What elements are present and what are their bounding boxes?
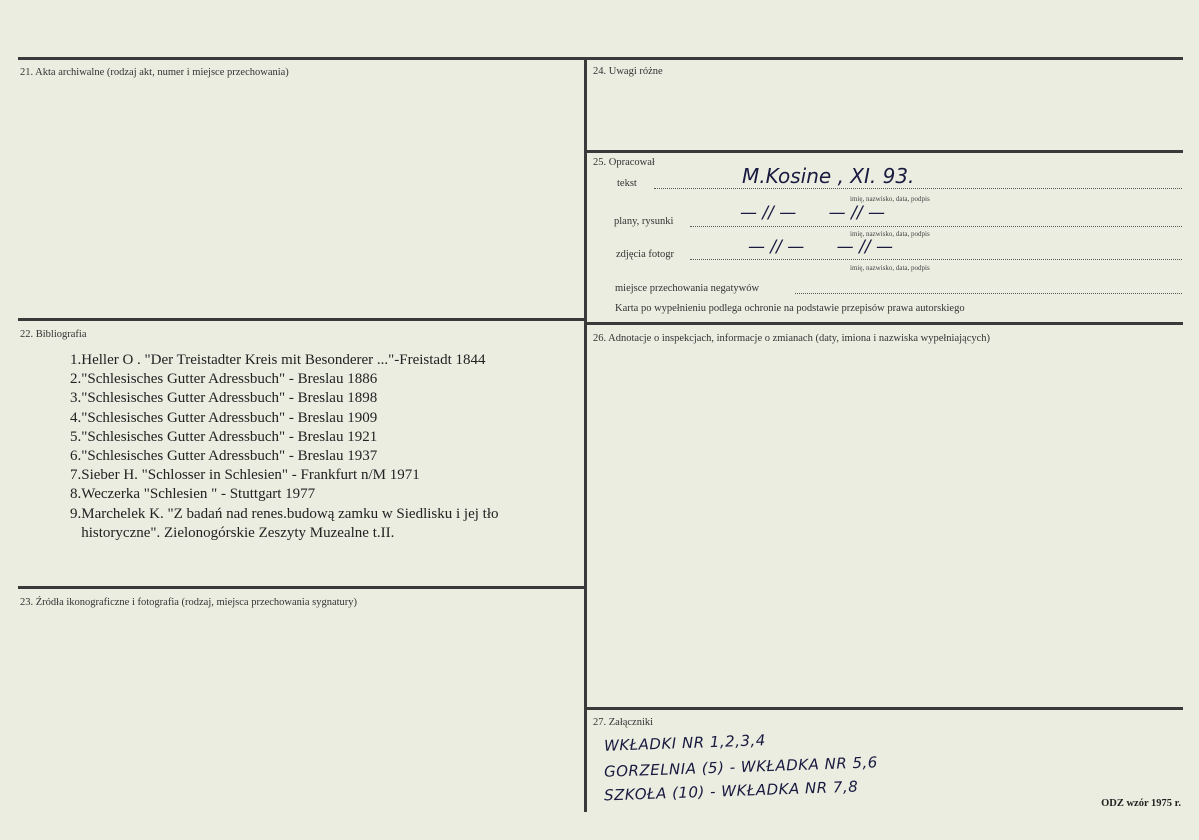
plany-handwritten: — // — — // — — [740, 203, 885, 223]
section-26-label: 26. Adnotacje o inspekcjach, informacje o zmianach (daty, imiona i nazwiska wypełniających) — [593, 333, 991, 344]
rule-24-25 — [587, 150, 1183, 153]
bibliography-item: 1.Heller O . "Der Treistadter Kreis mit Besonderer ..."-Freistadt 1844 — [70, 352, 486, 368]
plany-label: plany, rysunki — [614, 216, 674, 227]
center-divider — [584, 57, 587, 812]
section-25-label: 25. Opracował — [593, 157, 655, 168]
zdjecia-handwritten: — // — — // — — [748, 237, 893, 257]
attachment-line: WKŁADKI NR 1,2,3,4 — [603, 731, 767, 755]
zdjecia-line — [690, 259, 1182, 260]
section-21-label: 21. Akta archiwalne (rodzaj akt, numer i miejsce przechowania) — [20, 67, 289, 78]
bibliography-item: 7.Sieber H. "Schlosser in Schlesien" - Frankfurt n/M 1971 — [70, 467, 420, 484]
tekst-handwritten: M.Kosine , XI. 93. — [742, 164, 915, 188]
section-27-label: 27. Załączniki — [593, 717, 654, 728]
section-24-label: 24. Uwagi różne — [593, 66, 663, 77]
bibliography-item: 6."Schlesisches Gutter Adressbuch" - Breslau 1937 — [70, 448, 378, 465]
bibliography-item: historyczne". Zielonogórskie Zeszyty Muzealne t.II. — [70, 524, 395, 541]
zdjecia-label: zdjęcia fotogr — [616, 249, 675, 260]
bibliography-item: 9.Marchelek K. "Z badań nad renes.budową zamku w Siedlisku i jej tło — [70, 505, 499, 522]
rule-26-27 — [587, 707, 1183, 710]
section-22-label: 22. Bibliografia — [20, 329, 87, 340]
rule-21-22 — [18, 318, 584, 321]
zdjecia-caption: imię, nazwisko, data, podpis — [850, 264, 930, 272]
bibliography-item: 5."Schlesisches Gutter Adressbuch" - Breslau 1921 — [70, 428, 378, 445]
tekst-line — [654, 188, 1182, 189]
tekst-caption: imię, nazwisko, data, podpis — [850, 195, 930, 203]
miejsce-line — [795, 293, 1182, 294]
tekst-label: tekst — [617, 178, 637, 189]
attachment-line: SZKOŁA (10) - WKŁADKA NR 7,8 — [603, 777, 859, 805]
section-23-label: 23. Źródła ikonograficzne i fotografia (rodzaj, miejsca przechowania sygnatury) — [20, 597, 358, 608]
rule-22-23 — [18, 586, 584, 589]
plany-caption: imię, nazwisko, data, podpis — [850, 230, 930, 238]
form-footer: ODZ wzór 1975 r. — [1101, 798, 1181, 809]
bibliography-list — [70, 351, 499, 543]
bibliography-item: 8.Weczerka "Schlesien " - Stuttgart 1977 — [70, 486, 316, 503]
attachment-line: GORZELNIA (5) - WKŁADKA NR 5,6 — [603, 753, 879, 781]
bibliography-item: 2."Schlesisches Gutter Adressbuch" - Breslau 1886 — [70, 371, 378, 388]
top-rule — [18, 57, 1183, 60]
bibliography-item: 4."Schlesisches Gutter Adressbuch" - Breslau 1909 — [70, 409, 378, 426]
miejsce-label: miejsce przechowania negatywów — [615, 283, 760, 294]
plany-line — [690, 226, 1182, 227]
karta-note: Karta po wypełnieniu podlega ochronie na podstawie przepisów prawa autorskiego — [615, 303, 965, 314]
bibliography-item: 3."Schlesisches Gutter Adressbuch" - Breslau 1898 — [70, 390, 378, 407]
rule-25-26 — [587, 322, 1183, 325]
